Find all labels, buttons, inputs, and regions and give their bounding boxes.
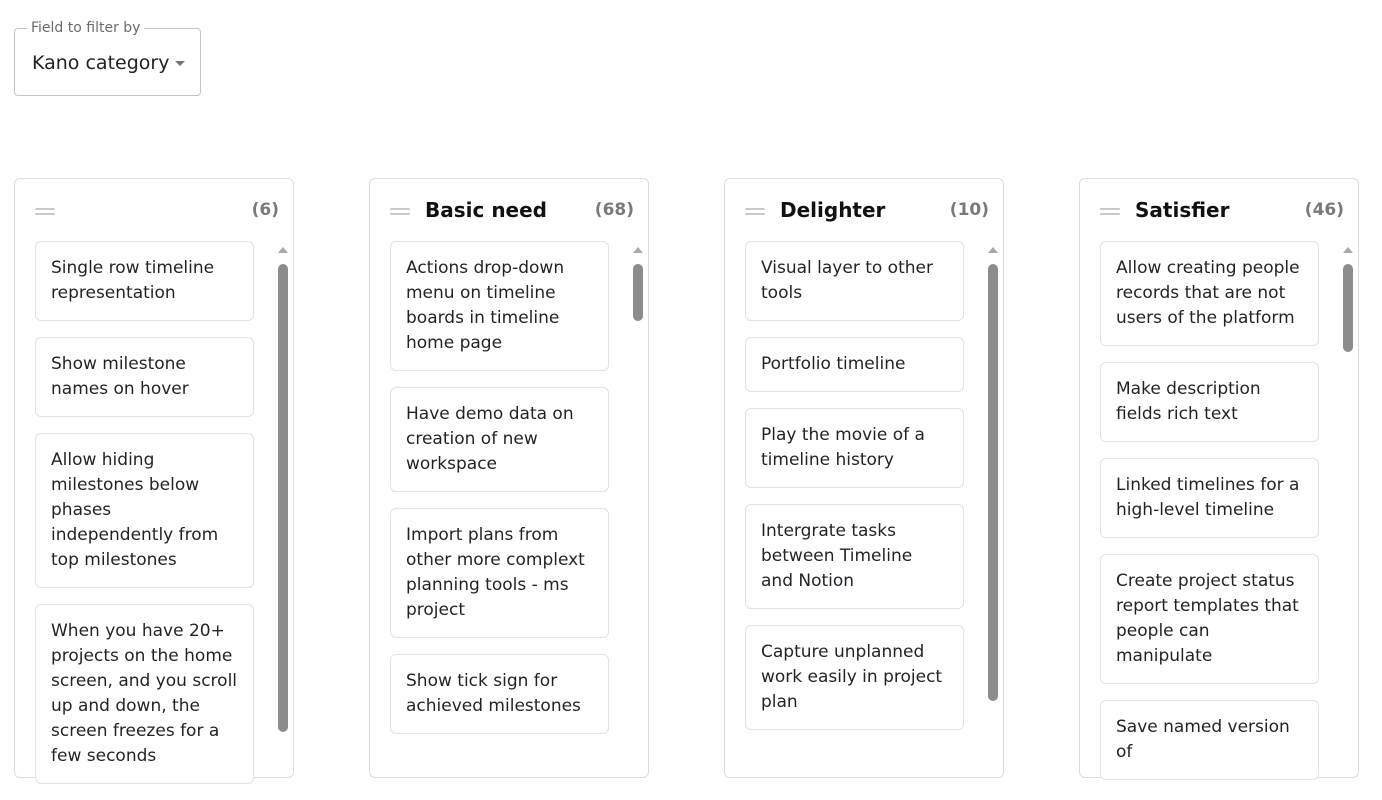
card-list (390, 241, 609, 750)
filter-field-label: Field to filter by (27, 19, 144, 37)
column-scrollbar[interactable] (277, 247, 289, 787)
idea-card[interactable]: Show milestone names on hover (35, 337, 254, 417)
column-count: (10) (949, 200, 989, 220)
drag-handle-icon[interactable] (1100, 208, 1120, 215)
idea-card[interactable]: Intergrate tasks between Timeline and Notion (745, 504, 964, 609)
column-count: (46) (1304, 200, 1344, 220)
idea-card[interactable]: Play the movie of a timeline history (745, 408, 964, 488)
column-count: (6) (251, 200, 279, 220)
idea-card[interactable]: Save named version of (1100, 700, 1319, 780)
idea-card[interactable]: Capture unplanned work easily in project plan (745, 625, 964, 730)
scroll-thumb[interactable] (988, 264, 998, 701)
filter-field-select[interactable] (14, 20, 201, 96)
drag-handle-icon[interactable] (35, 208, 55, 215)
scroll-thumb[interactable] (1343, 264, 1353, 352)
idea-card[interactable]: Visual layer to other tools (745, 241, 964, 321)
idea-card[interactable]: Portfolio timeline (745, 337, 964, 392)
column-title: Basic need (425, 198, 548, 222)
idea-card[interactable]: Show tick sign for achieved milestones (390, 654, 609, 734)
drag-handle-icon[interactable] (745, 208, 765, 215)
scroll-thumb[interactable] (278, 264, 288, 732)
column-count: (68) (594, 200, 634, 220)
kanban-column (369, 178, 649, 778)
kanban-column (1079, 178, 1359, 778)
column-scrollbar[interactable] (632, 247, 644, 787)
idea-card[interactable]: Import plans from other more complext planning tools - ms project (390, 508, 609, 638)
idea-card[interactable]: Make description fields rich text (1100, 362, 1319, 442)
idea-card[interactable]: Allow hiding milestones below phases independently from top milestones (35, 433, 254, 588)
scroll-up-arrow-icon[interactable] (278, 247, 288, 253)
idea-card[interactable]: Single row timeline representation (35, 241, 254, 321)
card-list (745, 241, 964, 746)
scroll-up-arrow-icon[interactable] (633, 247, 643, 253)
column-scrollbar[interactable] (987, 247, 999, 787)
column-title: Delighter (780, 198, 886, 222)
chevron-down-icon (175, 61, 185, 66)
drag-handle-icon[interactable] (390, 208, 410, 215)
idea-card[interactable]: Linked timelines for a high-level timeline (1100, 458, 1319, 538)
scroll-thumb[interactable] (633, 264, 643, 321)
column-title: Satisfier (1135, 198, 1230, 222)
idea-card[interactable]: Have demo data on creation of new workspace (390, 387, 609, 492)
card-list (35, 241, 254, 800)
idea-card[interactable]: Create project status report templates that people can manipulate (1100, 554, 1319, 684)
idea-card[interactable]: Actions drop-down menu on timeline boards in timeline home page (390, 241, 609, 371)
idea-card[interactable]: When you have 20+ projects on the home screen, and you scroll up and down, the screen freezes for a few seconds (35, 604, 254, 784)
kanban-column (724, 178, 1004, 778)
idea-card[interactable]: Allow creating people records that are not users of the platform (1100, 241, 1319, 346)
scroll-up-arrow-icon[interactable] (988, 247, 998, 253)
scroll-up-arrow-icon[interactable] (1343, 247, 1353, 253)
filter-field-value: Kano category (32, 52, 170, 74)
kanban-column (14, 178, 294, 778)
column-scrollbar[interactable] (1342, 247, 1354, 787)
card-list (1100, 241, 1319, 796)
